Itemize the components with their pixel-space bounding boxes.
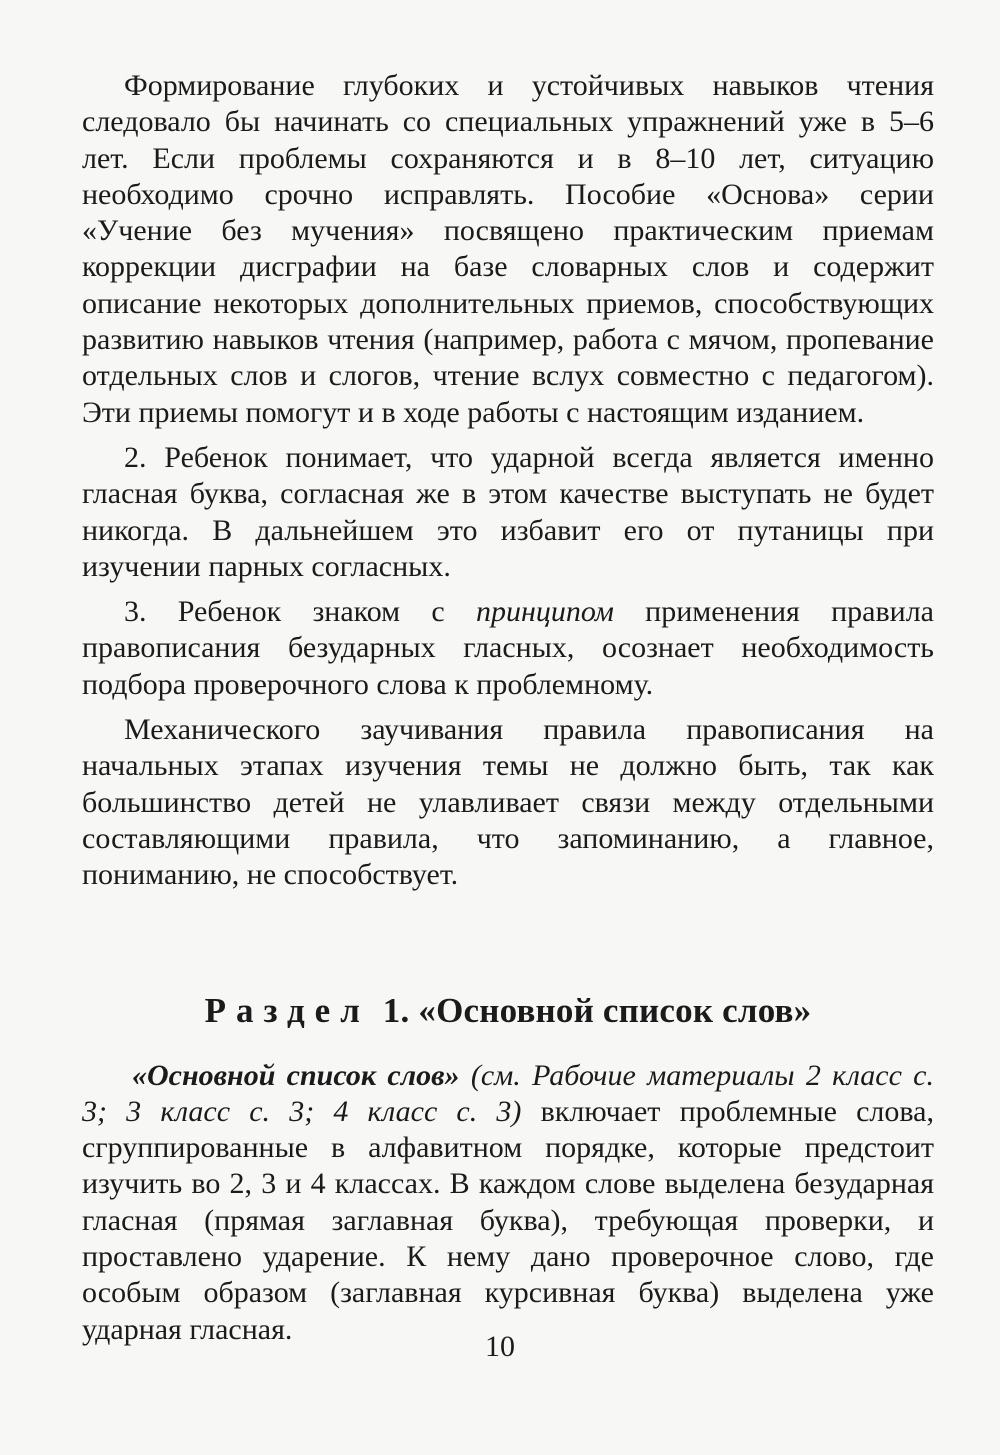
paragraph-point-3-start: 3. Ребенок знаком с xyxy=(124,595,476,629)
section-title: 1. «Основной список слов» xyxy=(382,990,812,1030)
paragraph-main-word-list-text: включает проблемные слова, сгруппированные в алфавитном порядке, которые предстоит изучить во 2, 3 и 4 классах. В каждом слове выделена безударная гласная (прямая заглавная буква), требующая проверки, и проставлено ударение. К нему дано проверочное слово, где особым образом (заглавная курсивная буква) выделена уже ударная гласная. xyxy=(82,1094,934,1346)
emphasis-principle: принципом xyxy=(476,595,614,629)
term-main-word-list: «Основной список слов» xyxy=(132,1058,460,1092)
paragraph-mechanical-learning: Механического заучивания правила правописания на начальных этапах изучения темы не должно быть, так как большинство детей не улавливает связи между отдельными составляющими правила, что запоминанию, а главное, пониманию, не способствует. xyxy=(82,713,934,892)
page-number: 10 xyxy=(485,1330,515,1363)
paragraph-point-3 xyxy=(82,594,934,703)
paragraph-point-3-end: применения правила правописания безударных гласных, осознает необходимость подбора проверочного слова к проблемному. xyxy=(82,595,934,701)
paragraph-main-word-list xyxy=(82,1058,934,1348)
paragraph-point-2: 2. Ребенок понимает, что ударной всегда является именно гласная буква, согласная же в этом качестве выступать не будет никогда. В дальнейшем это избавит его от путаницы при изучении парных согласных. xyxy=(82,440,934,583)
paragraph-reading-skills: Формирование глубоких и устойчивых навыков чтения следовало бы начинать со специальных упражнений уже в 5–6 лет. Если проблемы сохраняются и в 8–10 лет, ситуацию необходимо срочно исправлять. Пособие «Основа» серии «Учение без мучения» посвящено практическим приемам коррекции дисграфии на базе словарных слов и содержит описание некоторых дополнительных приемов, способствующих развитию навыков чтения (например, работа с мячом, пропевание отдельных слов и слогов, чтение вслух совместно с педагогом). Эти приемы помогут и в ходе работы с настоящим изданием. xyxy=(82,69,934,429)
spacer xyxy=(82,1034,934,1058)
page-body xyxy=(82,68,934,1357)
section-heading xyxy=(82,988,934,1034)
section-label: Раздел xyxy=(204,990,370,1030)
spacer xyxy=(82,894,934,988)
reference-working-materials: (см. Рабочие материалы 2 класс с. 3; 3 класс с. 3; 4 класс с. 3) xyxy=(82,1058,935,1128)
